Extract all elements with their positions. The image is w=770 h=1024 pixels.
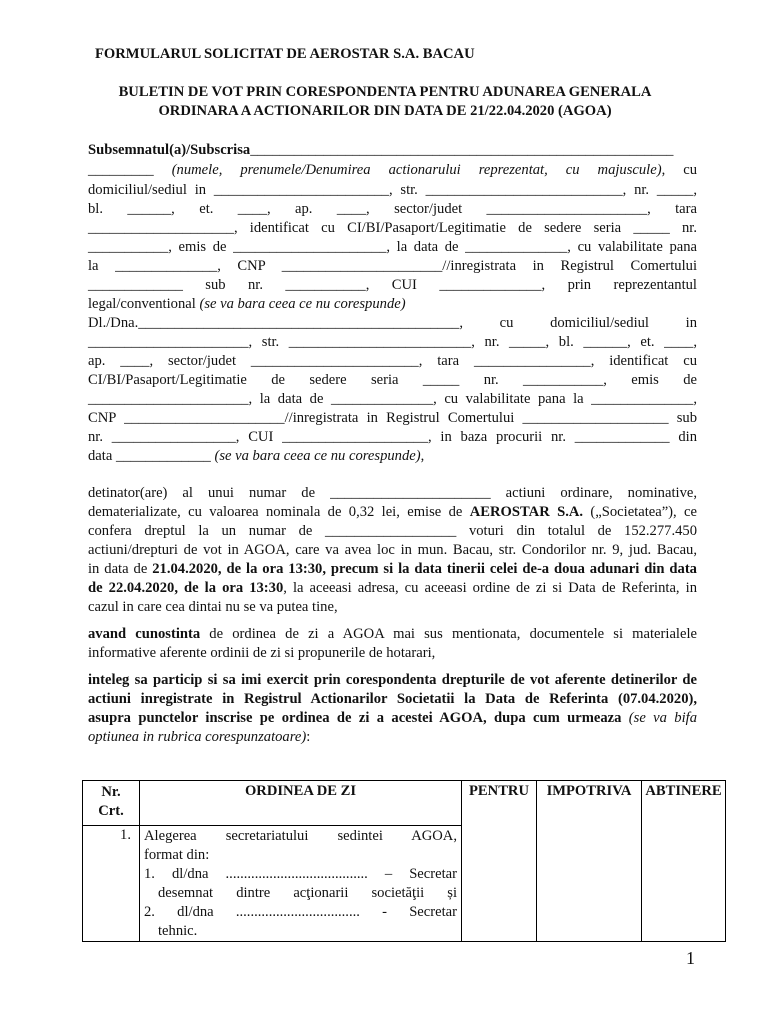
intent-line-1: inteleg sa particip si sa imi exercit prin corespondenta drepturile de vot aferente detinerilor de bbox=[88, 672, 697, 688]
intent-line-4: optiunea in rubrica corespunzatoare): bbox=[88, 729, 311, 745]
header-against-cell: IMPOTRIVA bbox=[537, 781, 642, 942]
identification-line-15: CNP ______________________//inregistrata in Registrul Comertului ____________________ sub bbox=[88, 410, 697, 426]
holder-line-3: confera dreptul la un numar de __________________ voturi din totalul de 152.277.450 bbox=[88, 523, 697, 539]
agenda-vote-table bbox=[82, 780, 726, 942]
header-agenda-cell: ORDINEA DE ZI bbox=[140, 781, 462, 826]
page-number: 1 bbox=[686, 948, 695, 968]
row-1-agenda-item: Alegerea secretariatului sedintei AGOA, format din: 1. dl/dna ....................................... – Secretar desemnat dintre acţionarii societăţii și 2. dl/dna .................................. - Secretar tehnic. bbox=[140, 826, 462, 942]
intent-line-2: actiuni inregistrate in Registrul Actionarilor Societatii la Data de Referinta (07.04.2020), bbox=[88, 691, 697, 707]
row-1-number: 1. bbox=[83, 826, 140, 942]
identification-line-17: data _____________ (se va bara ceea ce nu corespunde), bbox=[88, 448, 425, 464]
identification-line-6: ___________, emis de _____________________, la data de ______________, cu valabilitate pana bbox=[88, 239, 697, 255]
identification-line-3: domiciliul/sediul in ________________________, str. ___________________________, nr. _____, bbox=[88, 182, 697, 198]
table-header-row bbox=[83, 781, 726, 826]
identification-line-1: Subsemnatul(a)/Subscrisa__________________________________________________________ bbox=[88, 142, 674, 158]
identification-line-8: _____________ sub nr. ___________, CUI ______________, prin reprezentantul bbox=[88, 277, 697, 293]
identification-line-9: legal/conventional (se va bara ceea ce nu corespunde) bbox=[88, 296, 406, 312]
header-nr-cell: Nr. Crt. bbox=[83, 781, 140, 826]
knowledge-line-1: avand cunostinta de ordinea de zi a AGOA mai sus mentionata, documentele si materialele bbox=[88, 626, 697, 642]
header-for-cell: PENTRU bbox=[462, 781, 537, 942]
form-origin-title: FORMULARUL SOLICITAT DE AEROSTAR S.A. BACAU bbox=[95, 46, 475, 62]
intent-line-3: asupra punctelor inscrise pe ordinea de zi a acestei AGOA, dupa cum urmeaza (se va bifa bbox=[88, 710, 697, 726]
identification-line-14: ______________________, la data de ______________, cu valabilitate pana la ______________, bbox=[88, 391, 697, 407]
holder-line-2: dematerializate, cu valoarea nominala de 0,32 lei, emise de AEROSTAR S.A. („Societatea”), ce bbox=[88, 504, 697, 520]
holder-line-5: in data de 21.04.2020, de la ora 13:30, precum si la data tinerii celei de-a doua adunari din data bbox=[88, 561, 697, 577]
identification-line-7: la ______________, CNP ______________________//inregistrata in Registrul Comertului bbox=[88, 258, 697, 274]
holder-line-6: de 22.04.2020, de la ora 13:30, la aceeasi adresa, cu aceeasi ordine de zi si Data de Referinta, in bbox=[88, 580, 697, 596]
identification-line-2: _________ (numele, prenumele/Denumirea actionarului reprezentat, cu majuscule), cu bbox=[88, 162, 698, 178]
identification-line-13: CI/BI/Pasaport/Legitimatie de sedere seria _____ nr. ___________, emis de bbox=[88, 372, 697, 388]
holder-line-7: cazul in care cea dintai nu se va putea tine, bbox=[88, 599, 338, 615]
ballot-title-line-1: BULETIN DE VOT PRIN CORESPONDENTA PENTRU ADUNAREA GENERALA bbox=[118, 84, 652, 100]
identification-line-10: Dl./Dna.____________________________________________, cu domiciliul/sediul in bbox=[88, 315, 697, 331]
identification-line-4: bl. ______, et. ____, ap. ____, sector/judet ______________________, tara bbox=[88, 201, 697, 217]
identification-line-11: ______________________, str. _________________________, nr. _____, bl. ______, et. ____, bbox=[88, 334, 697, 350]
holder-line-1: detinator(are) al unui numar de ______________________ actiuni ordinare, nominative, bbox=[88, 485, 697, 501]
identification-line-5: ____________________, identificat cu CI/BI/Pasaport/Legitimatie de sedere seria _____ nr. bbox=[88, 220, 697, 236]
knowledge-line-2: informative aferente ordinii de zi si propunerile de hotarari, bbox=[88, 645, 436, 661]
identification-line-16: nr. _________________, CUI ____________________, in baza procurii nr. _____________ din bbox=[88, 429, 697, 445]
identification-line-12: ap. ____, sector/judet _______________________, tara ________________, identificat cu bbox=[88, 353, 697, 369]
header-abstain-cell: ABTINERE bbox=[642, 781, 726, 942]
holder-line-4: actiuni/drepturi de vot in AGOA, care va avea loc in mun. Bacau, str. Condorilor nr. 9, jud. Bacau, bbox=[88, 542, 697, 558]
ballot-title-line-2: ORDINARA A ACTIONARILOR DIN DATA DE 21/22.04.2020 (AGOA) bbox=[158, 103, 612, 119]
